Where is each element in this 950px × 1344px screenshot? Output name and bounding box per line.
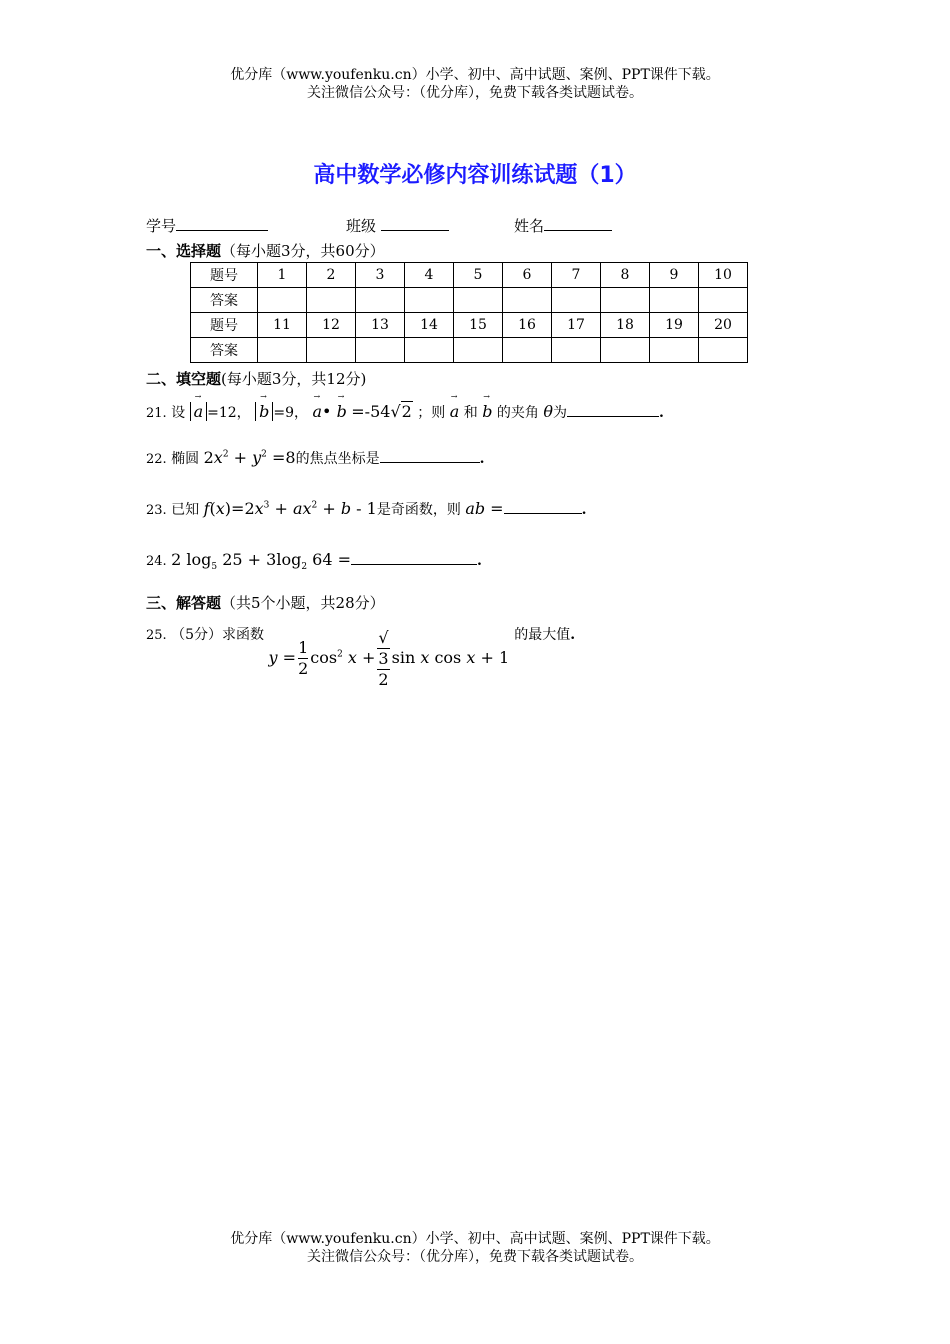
math-expression: 2 $\log_5 25 + 3\log_2$ 64 = <box>171 550 352 573</box>
question-number-cell: 8 <box>601 263 650 288</box>
answer-cell[interactable] <box>699 338 748 363</box>
answer-cell[interactable] <box>405 338 454 363</box>
table-row <box>191 338 748 363</box>
question-number: 23. <box>146 503 167 518</box>
question-number-cell: 3 <box>356 263 405 288</box>
question-text: 的焦点坐标是 <box>295 451 380 467</box>
student-id-label: 学号 <box>146 217 177 235</box>
question-number-cell: 6 <box>503 263 552 288</box>
question-text: （5分）求函数 <box>171 627 265 643</box>
question-22: 22. 椭圆 $2x^2 + y^2 =8$的焦点坐标是 . <box>146 448 485 467</box>
answer-cell[interactable] <box>258 288 307 313</box>
question-number-cell: 10 <box>699 263 748 288</box>
section-fill-note: (每小题3分，共12分) <box>221 370 367 388</box>
question-23: 23. 已知 $f(x)=2x^3 + ax^2 + b - 1$是奇函数，则 ab = . <box>146 499 587 518</box>
answer-blank[interactable] <box>351 548 477 565</box>
question-text: 为 <box>552 405 567 421</box>
question-number-cell: 2 <box>307 263 356 288</box>
question-text: =9， <box>273 405 309 421</box>
question-24: 24. 2 $\log_5 25 + 3\log_2$ 64 = . <box>146 550 482 573</box>
math-expression: θ <box>543 402 553 421</box>
question-number-cell: 4 <box>405 263 454 288</box>
question-text: 和 <box>463 405 478 421</box>
student-id-field[interactable] <box>146 214 268 236</box>
question-number-cell: 1 <box>258 263 307 288</box>
answer-cell[interactable] <box>650 288 699 313</box>
question-text: 已知 <box>171 502 200 518</box>
class-field[interactable] <box>346 214 449 236</box>
question-text: =12， <box>207 405 251 421</box>
question-number-cell: 11 <box>258 313 307 338</box>
answer-label-cell: 答案 <box>191 288 258 313</box>
name-label: 姓名 <box>514 217 545 235</box>
math-expression: → a <box>450 402 460 421</box>
question-text: 的夹角 <box>496 405 539 421</box>
answer-blank[interactable] <box>567 400 659 417</box>
question-number-cell: 17 <box>552 313 601 338</box>
header-line-2: 关注微信公众号：（优分库），免费下载各类试题试卷。 <box>307 85 643 101</box>
section-solution <box>146 592 385 613</box>
answer-cell[interactable] <box>307 338 356 363</box>
name-blank[interactable] <box>544 214 612 231</box>
page-title: 高中数学必修内容训练试题（1） <box>313 163 637 188</box>
question-text: ；则 <box>417 405 446 421</box>
question-number-cell: 15 <box>454 313 503 338</box>
section-fill-heading: 二、填空题 <box>146 370 222 388</box>
table-row <box>191 263 748 288</box>
answer-cell[interactable] <box>405 288 454 313</box>
section-solution-note: （共5个小题，共28分） <box>221 594 385 612</box>
question-number-cell: 14 <box>405 313 454 338</box>
question-number-cell: 12 <box>307 313 356 338</box>
question-number: 24. <box>146 554 167 569</box>
section-choice-note: （每小题3分，共60分） <box>221 242 385 260</box>
question-label-cell: 题号 <box>191 263 258 288</box>
question-number-cell: 5 <box>454 263 503 288</box>
answer-cell[interactable] <box>454 338 503 363</box>
math-expression: =-54√2 <box>351 402 412 421</box>
header-line-1: 优分库（www.youfenku.cn）小学、初中、高中试题、案例、PPT课件下载。 <box>230 67 720 83</box>
answer-cell[interactable] <box>454 288 503 313</box>
question-label-cell: 题号 <box>191 313 258 338</box>
answer-cell[interactable] <box>552 288 601 313</box>
section-choice <box>146 240 385 261</box>
answer-cell[interactable] <box>601 338 650 363</box>
class-blank[interactable] <box>381 214 449 231</box>
question-number-cell: 20 <box>699 313 748 338</box>
answer-cell[interactable] <box>503 288 552 313</box>
question-25: 25. （5分）求函数 y = $\frac{1}{2}$ $\cos^2 x$ + √ 3 2 sin x cos x + 1 的最大值. <box>146 627 576 689</box>
question-number-cell: 9 <box>650 263 699 288</box>
answer-cell[interactable] <box>258 338 307 363</box>
math-expression: y = $\frac{1}{2}$ $\cos^2 x$ + √ 3 2 sin x cos x + 1 <box>268 627 515 689</box>
student-id-blank[interactable] <box>176 214 268 231</box>
table-row <box>191 313 748 338</box>
question-text: 的最大值 <box>514 627 571 643</box>
question-text: 椭圆 <box>171 451 200 467</box>
answer-blank[interactable] <box>504 497 582 514</box>
math-expression: $f(x)=2x^3 + ax^2 + b - 1$ <box>203 499 377 518</box>
question-number-cell: 13 <box>356 313 405 338</box>
math-expression: → b <box>255 402 273 421</box>
question-text: 是奇函数，则 <box>376 502 461 518</box>
answer-blank[interactable] <box>380 446 480 463</box>
math-expression: → a <box>190 402 208 421</box>
math-expression: $2x^2 + y^2 =8$ <box>203 448 296 467</box>
answer-cell[interactable] <box>650 338 699 363</box>
question-number-cell: 19 <box>650 313 699 338</box>
answer-cell[interactable] <box>356 288 405 313</box>
page-header <box>0 66 950 102</box>
page-footer <box>0 1230 950 1266</box>
question-number-cell: 18 <box>601 313 650 338</box>
question-text: 设 <box>171 405 186 421</box>
answer-cell[interactable] <box>552 338 601 363</box>
question-number: 22. <box>146 452 167 467</box>
footer-line-2: 关注微信公众号：（优分库），免费下载各类试题试卷。 <box>307 1249 643 1265</box>
answer-cell[interactable] <box>601 288 650 313</box>
question-number: 25. <box>146 628 167 643</box>
question-number-cell: 16 <box>503 313 552 338</box>
section-choice-heading: 一、选择题 <box>146 242 222 260</box>
footer-line-1: 优分库（www.youfenku.cn）小学、初中、高中试题、案例、PPT课件下载。 <box>230 1231 720 1247</box>
table-row <box>191 288 748 313</box>
question-21: 21. 设 → a =12， → b =9， → a• → b =-54√2 ；则 → a 和 → b 的夹角 θ为 . <box>146 400 664 422</box>
section-fill-blank <box>146 368 366 389</box>
name-field[interactable] <box>514 214 612 236</box>
question-number-cell: 7 <box>552 263 601 288</box>
answer-cell[interactable] <box>356 338 405 363</box>
question-number: 21. <box>146 406 167 421</box>
class-label: 班级 <box>346 217 377 235</box>
answer-label-cell: 答案 <box>191 338 258 363</box>
math-expression: → a• → b <box>312 402 346 421</box>
section-solution-heading: 三、解答题 <box>146 594 222 612</box>
answer-cell[interactable] <box>307 288 356 313</box>
math-expression: ab = <box>465 499 504 518</box>
answer-cell[interactable] <box>503 338 552 363</box>
math-expression: → b <box>482 402 492 421</box>
answer-table <box>190 262 748 363</box>
answer-cell[interactable] <box>699 288 748 313</box>
